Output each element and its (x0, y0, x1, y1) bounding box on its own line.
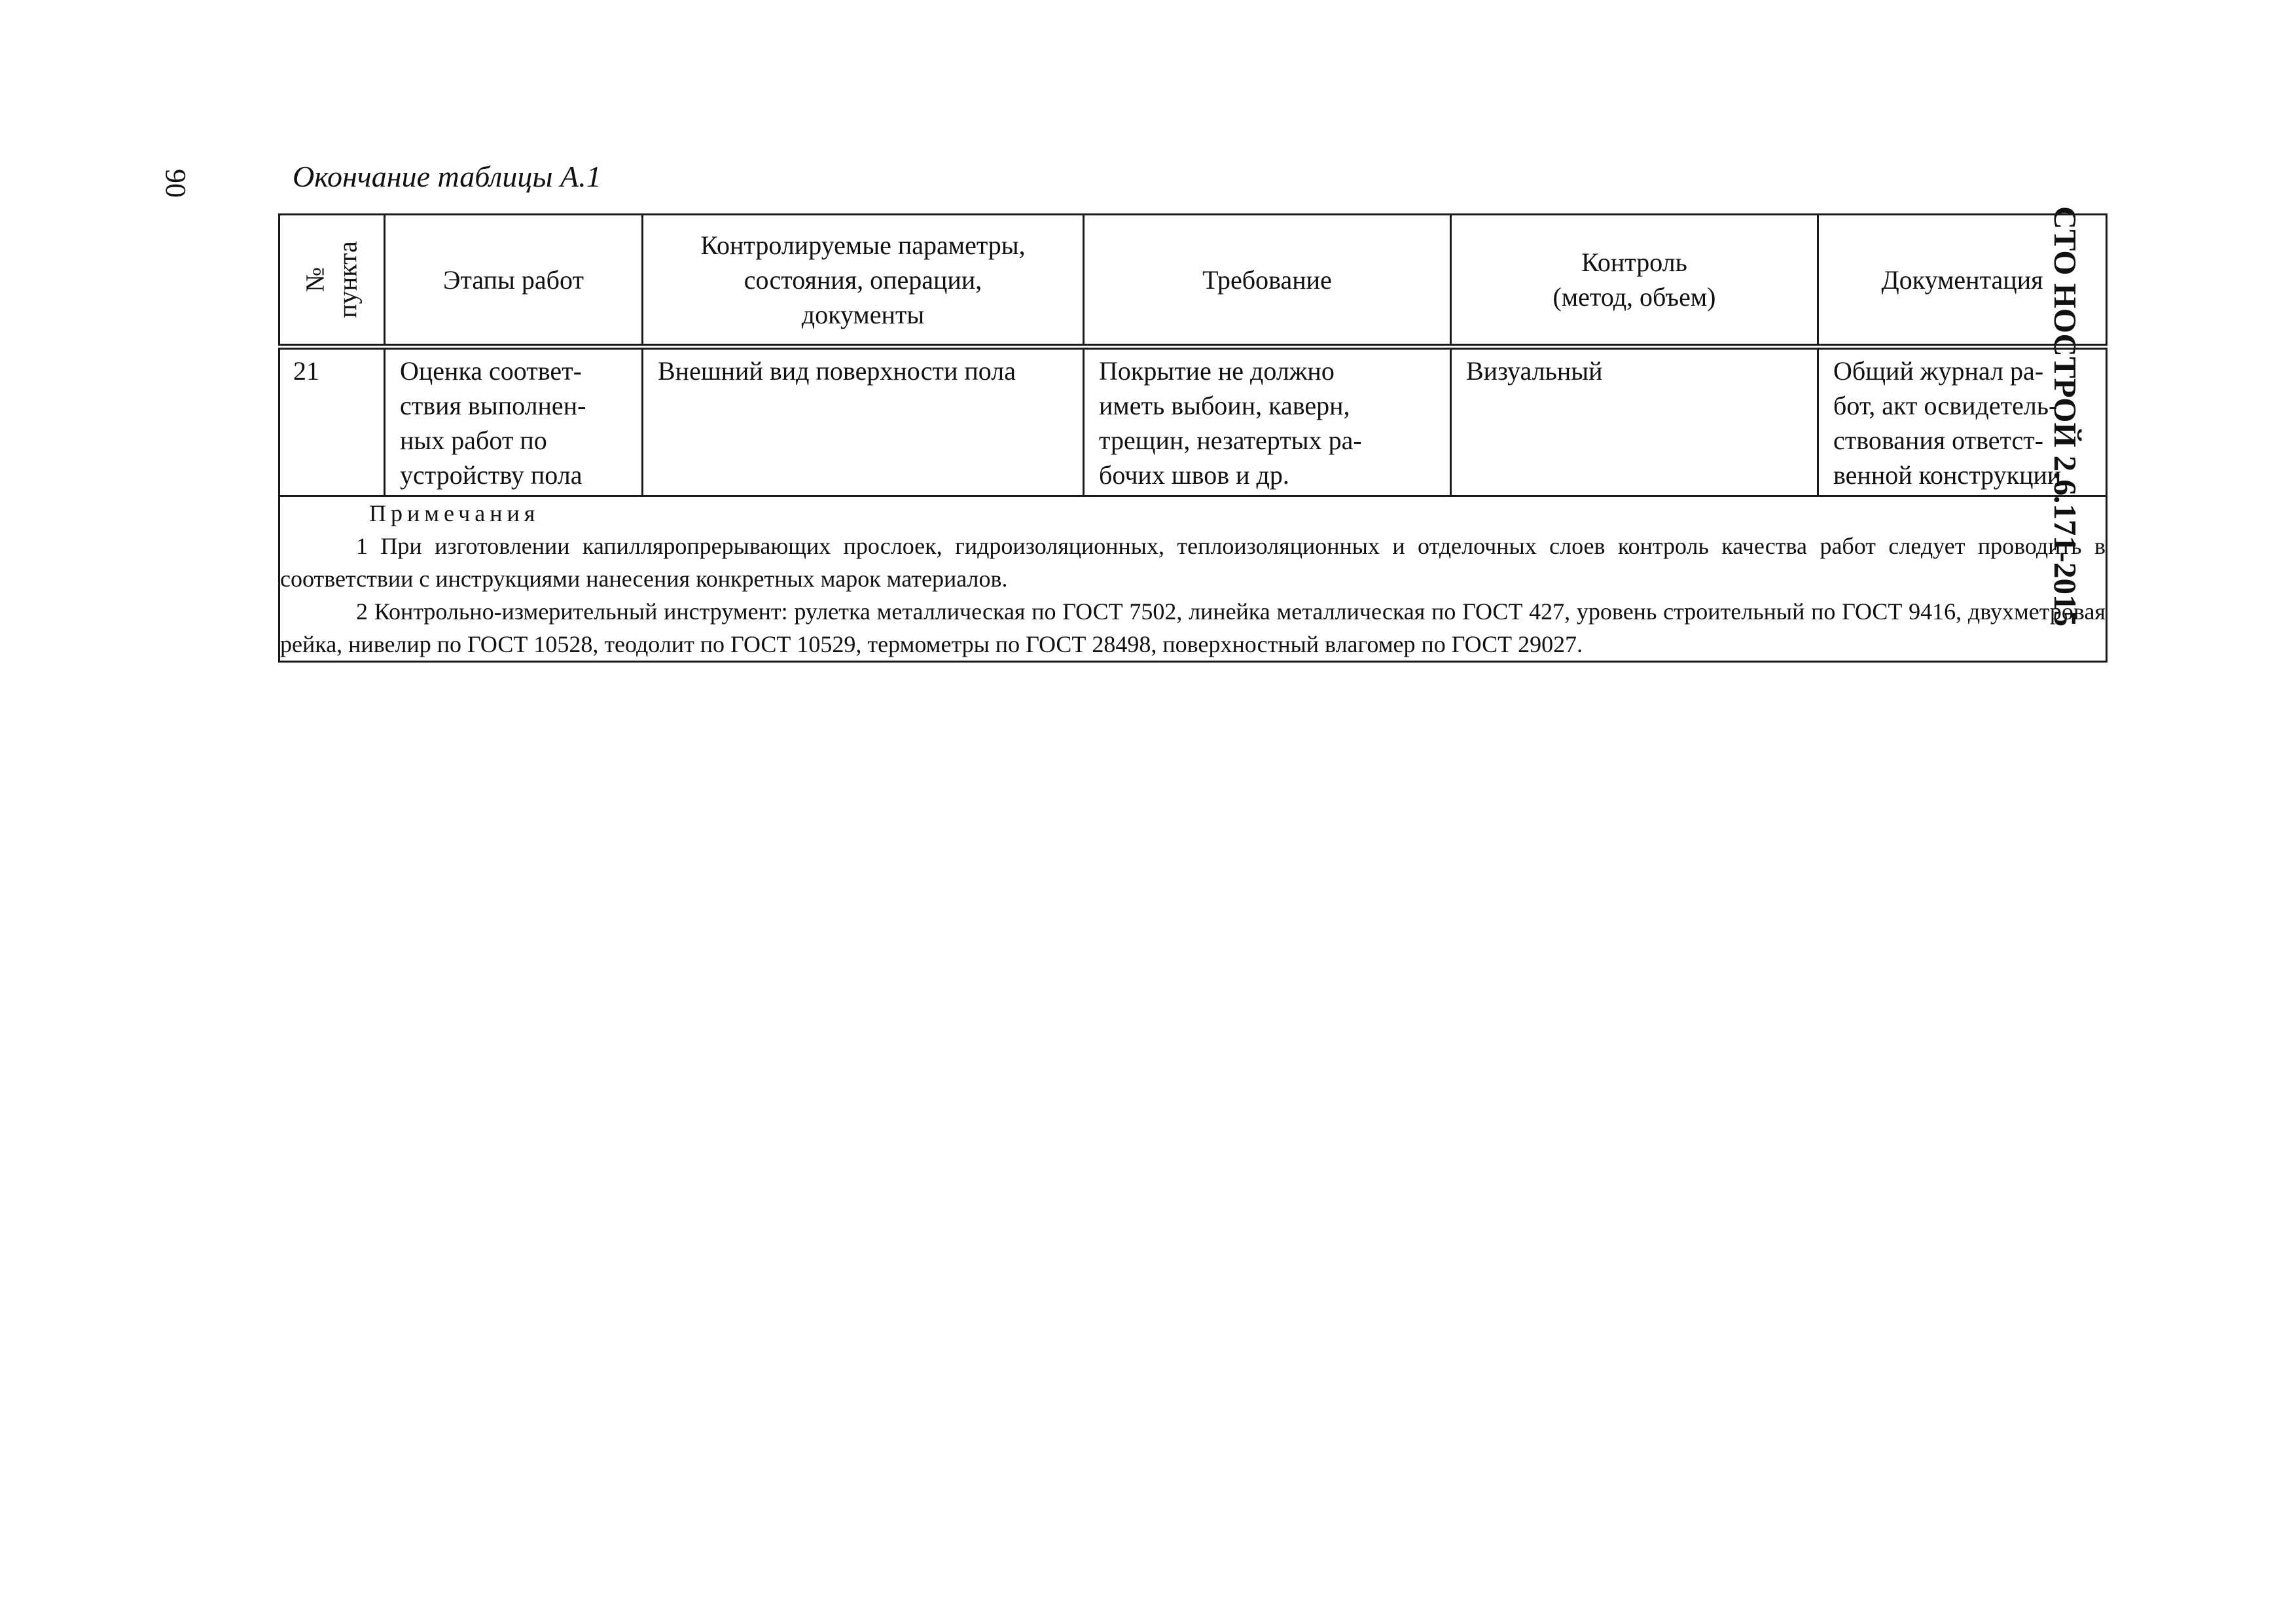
header-params-line-2: состояния, операции, (744, 264, 982, 295)
header-requirement-label: Требование (1202, 264, 1332, 295)
header-docs-label: Документация (1881, 264, 2043, 295)
cell-control-method (1451, 347, 1818, 496)
control-line: Визуальный (1466, 356, 1603, 386)
requirement-line: Покрытие не должно (1099, 356, 1335, 386)
cell-documentation (1818, 347, 2107, 496)
requirement-line: бочих швов и др. (1099, 460, 1289, 490)
requirement-line: трещин, незатертых ра- (1099, 426, 1362, 455)
note-item: 1 При изготовлении капилляропрерывающих прослоек, гидроизоляционных, теплоизоляционных и отделочных слоев контроль качества работ следует проводить в соответствии с инструкциями нанесения конкретных марок материалов. (280, 533, 2106, 592)
header-documentation (1818, 215, 2107, 347)
cell-requirement (1084, 347, 1451, 496)
page-number: 90 (160, 169, 192, 198)
notes-title: Примечания (369, 500, 540, 526)
header-num-line-2: пункта (332, 240, 363, 318)
table-row (279, 347, 2107, 496)
cell-item-number (279, 347, 385, 496)
cell-controlled-parameters (643, 347, 1084, 496)
header-control-line-1: Контроль (1581, 247, 1687, 277)
cell-work-stage (385, 347, 643, 496)
note-item: 2 Контрольно-измерительный инструмент: рулетка металлическая по ГОСТ 7502, линейка металлическая по ГОСТ 427, уровень строительный по ГОСТ 9416, двухметровая рейка, нивелир по ГОСТ 10528, теодолит по ГОСТ 10529, термометры по ГОСТ 28498, поверхностный влагомер по ГОСТ 29027. (280, 598, 2106, 657)
docs-line: бот, акт освидетель- (1833, 391, 2058, 420)
header-controlled-parameters (643, 215, 1084, 347)
table-header-row (279, 215, 2107, 347)
stage-line: устройству пола (400, 460, 583, 490)
header-requirement (1084, 215, 1451, 347)
header-work-stages (385, 215, 643, 347)
header-params-line-3: документы (801, 299, 925, 329)
header-item-number-label (299, 241, 365, 318)
docs-line: ствования ответст- (1833, 426, 2044, 455)
docs-line: Общий журнал ра- (1833, 356, 2044, 386)
notes-row (279, 496, 2107, 662)
stage-line: ных работ по (400, 426, 547, 455)
header-control-line-2: (метод, объем) (1552, 282, 1716, 312)
table-caption: Окончание таблицы А.1 (293, 160, 601, 193)
params-line: Внешний вид поверхности пола (658, 356, 1016, 386)
notes-cell (279, 496, 2107, 662)
header-item-number (279, 215, 385, 347)
header-stages-label: Этапы работ (443, 264, 584, 295)
document-code-vertical: СТО НОСТРОЙ 2.6.171-2015 (2047, 206, 2083, 627)
inspection-table (278, 213, 2108, 663)
header-num-line-1: № (300, 266, 330, 292)
docs-line: венной конструкции (1833, 460, 2062, 490)
stage-line: ствия выполнен- (400, 391, 586, 420)
stage-line: Оценка соответ- (400, 356, 582, 386)
item-number-value: 21 (293, 356, 319, 386)
header-params-line-1: Контролируемые параметры, (700, 230, 1026, 260)
requirement-line: иметь выбоин, каверн, (1099, 391, 1350, 420)
header-control-method (1451, 215, 1818, 347)
